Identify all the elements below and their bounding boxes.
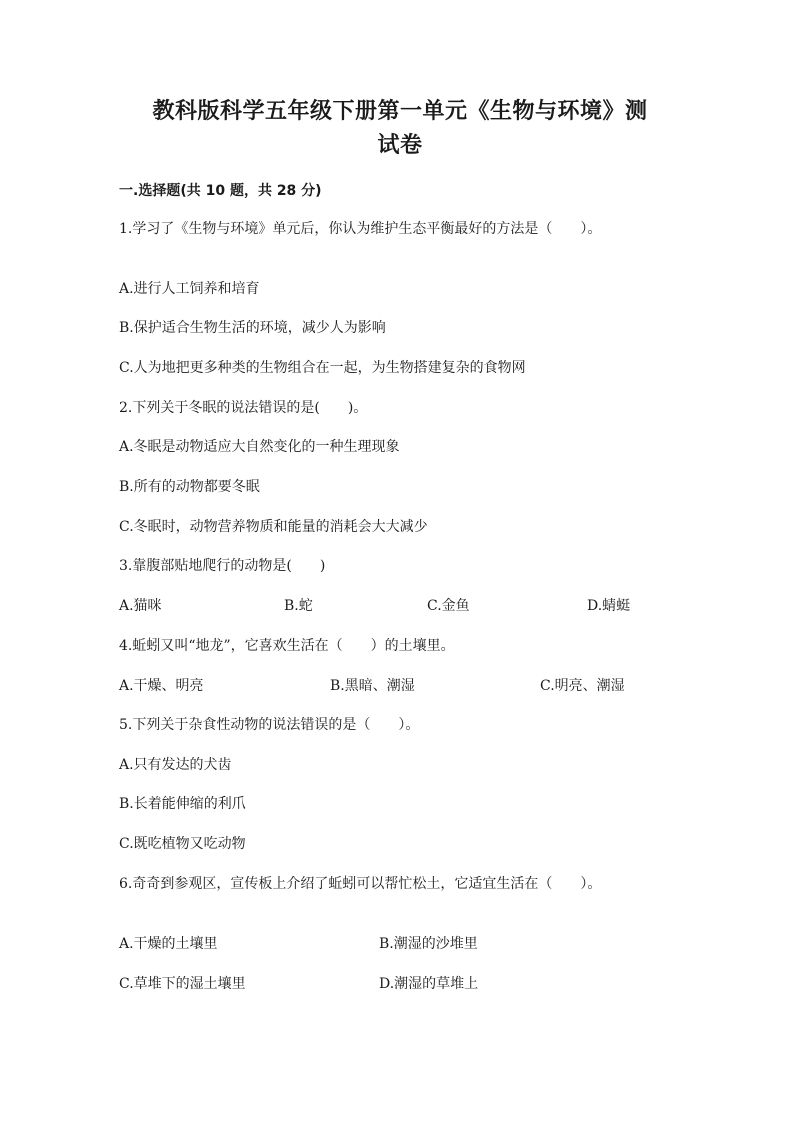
question-3-option-c: C.金鱼 xyxy=(427,598,470,614)
page-title xyxy=(100,95,700,163)
question-6-option-d: D.潮湿的草堆上 xyxy=(379,976,479,992)
question-5-option-c: C.既吃植物又吃动物 xyxy=(119,836,246,852)
title-line-2: 试卷 xyxy=(377,133,423,158)
question-6-stem: 6.奇奇到参观区，宣传板上介绍了蚯蚓可以帮忙松土，它适宜生活在（ ）。 xyxy=(119,876,602,892)
question-5-option-a: A.只有发达的犬齿 xyxy=(119,757,232,773)
question-1-option-c: C.人为地把更多种类的生物组合在一起，为生物搭建复杂的食物网 xyxy=(119,360,526,376)
question-4-option-a: A.干燥、明亮 xyxy=(119,678,204,694)
question-3-option-d: D.蜻蜓 xyxy=(587,598,631,614)
question-3-option-a: A.猫咪 xyxy=(119,598,162,614)
question-1-stem: 1.学习了《生物与环境》单元后，你认为维护生态平衡最好的方法是（ ）。 xyxy=(119,221,602,237)
question-6-option-a: A.干燥的土壤里 xyxy=(119,936,218,952)
question-1-option-a: A.进行人工饲养和培育 xyxy=(119,281,260,297)
question-5-stem: 5.下列关于杂食性动物的说法错误的是（ ）。 xyxy=(119,717,420,733)
question-2-option-c: C.冬眠时，动物营养物质和能量的消耗会大大减少 xyxy=(119,519,428,535)
question-2-stem: 2.下列关于冬眠的说法错误的是( )。 xyxy=(119,400,368,416)
question-4-option-c: C.明亮、潮湿 xyxy=(540,678,625,694)
question-6-option-c: C.草堆下的湿土壤里 xyxy=(119,976,246,992)
question-2-option-a: A.冬眠是动物适应大自然变化的一种生理现象 xyxy=(119,439,400,455)
question-4-option-b: B.黑暗、潮湿 xyxy=(330,678,415,694)
section-heading: 一.选择题(共 10 题，共 28 分) xyxy=(119,183,322,199)
question-3-stem: 3.靠腹部贴地爬行的动物是( ) xyxy=(119,558,326,574)
question-3-option-b: B.蛇 xyxy=(284,598,313,614)
question-2-option-b: B.所有的动物都要冬眠 xyxy=(119,479,260,495)
question-6-option-b: B.潮湿的沙堆里 xyxy=(379,936,478,952)
question-4-stem: 4.蚯蚓又叫“地龙”，它喜欢生活在（ ）的土壤里。 xyxy=(119,638,455,654)
question-1-option-b: B.保护适合生物生活的环境，减少人为影响 xyxy=(119,320,386,336)
title-line-1: 教科版科学五年级下册第一单元《生物与环境》测 xyxy=(152,99,648,124)
question-5-option-b: B.长着能伸缩的利爪 xyxy=(119,796,246,812)
